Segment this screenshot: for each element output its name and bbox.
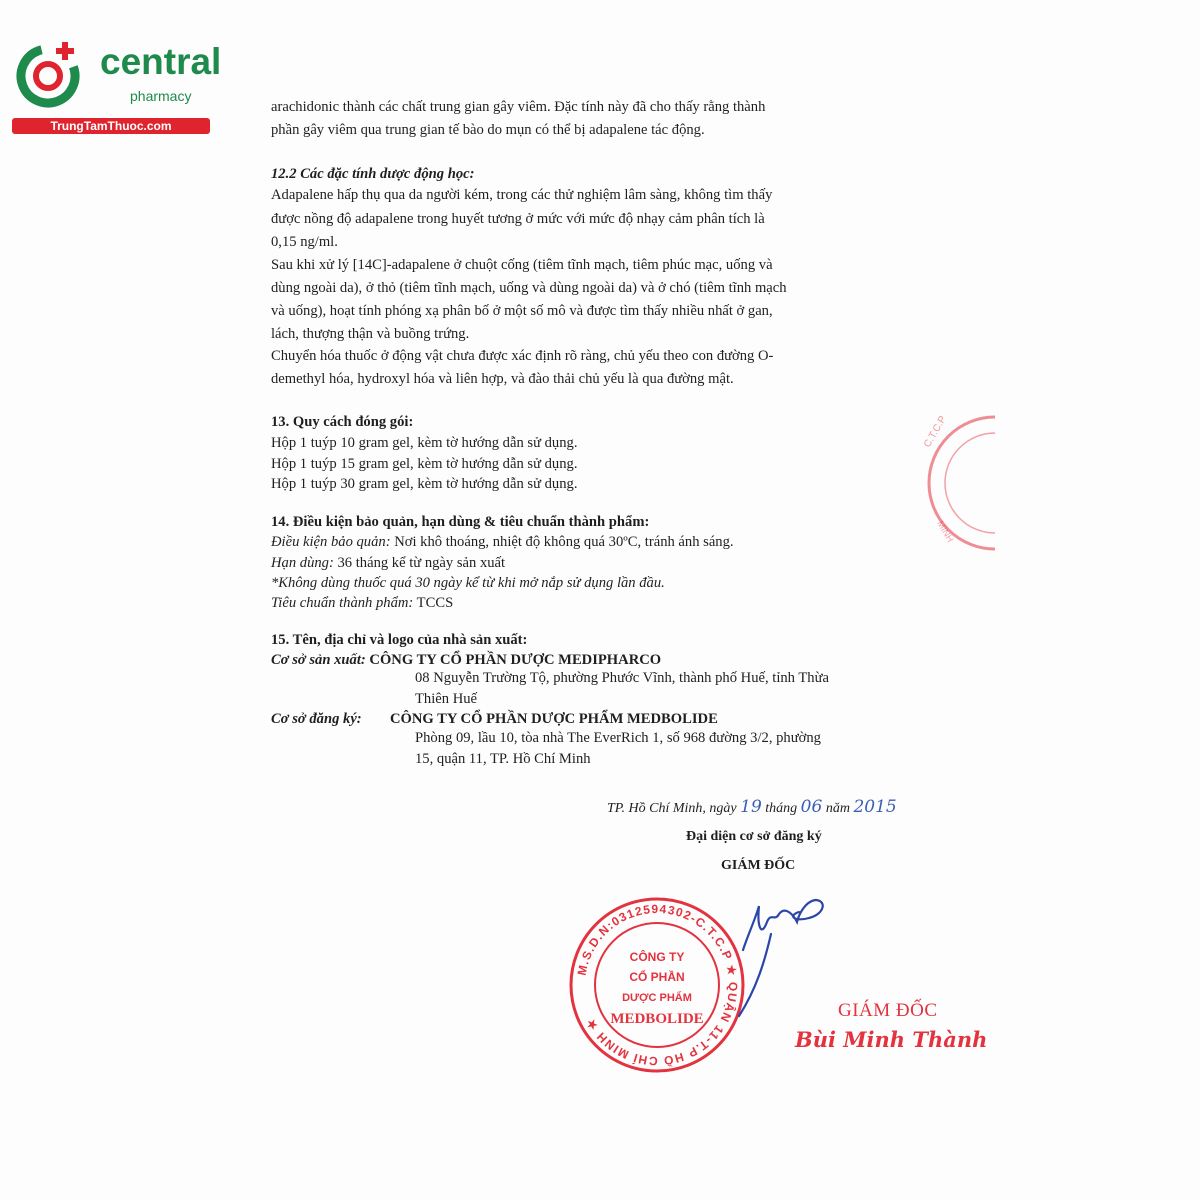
section-13-heading: 13. Quy cách đóng gói: (271, 414, 414, 430)
stamp-line-2: CỔ PHẦN (629, 970, 685, 984)
manufacturer-address: 08 Nguyễn Trường Tộ, phường Phước Vĩnh, thành phố Huế, tỉnh Thừa (415, 670, 829, 686)
packaging-line: Hộp 1 tuýp 15 gram gel, kèm tờ hướng dẫn sử dụng. (271, 456, 578, 472)
stamp-director-title: GIÁM ĐỐC (838, 1000, 938, 1021)
section-15-heading: 15. Tên, địa chỉ và logo của nhà sản xuất: (271, 632, 528, 648)
registrant-name: CÔNG TY CỔ PHẦN DƯỢC PHẨM MEDBOLIDE (390, 711, 718, 727)
expiry-line (271, 552, 505, 574)
stamp-ring-text: M.S.D.N:0312594302-C.T.C.P ★ QUẬN 11-T.P HỒ CHÍ MINH ★ (574, 901, 741, 1069)
standard-line (271, 592, 453, 614)
stamp-director-name: Bùi Minh Thành (795, 1027, 988, 1052)
paragraph-line: Sau khi xử lý [14C]-adapalene ở chuột cống (tiêm tĩnh mạch, tiêm phúc mạc, uống và (271, 257, 773, 273)
partial-stamp-graphic (915, 408, 995, 558)
paragraph-line: dùng ngoài da), ở thỏ (tiêm tĩnh mạch, uống và dùng ngoài da) và ở chó (tiêm tĩnh mạch (271, 280, 787, 296)
director-title: GIÁM ĐỐC (721, 858, 796, 873)
usage-note: *Không dùng thuốc quá 30 ngày kể từ khi mở nắp sử dụng lần đầu. (271, 575, 665, 591)
section-12-2-heading: 12.2 Các đặc tính dược động học: (271, 166, 475, 182)
section-14-heading: 14. Điều kiện bảo quản, hạn dùng & tiêu chuẩn thành phẩm: (271, 514, 650, 530)
date-month: 06 (800, 797, 823, 817)
paragraph-line: Chuyển hóa thuốc ở động vật chưa được xác định rõ ràng, chủ yếu theo con đường O- (271, 348, 774, 364)
svg-text:MINH: MINH (935, 519, 956, 544)
packaging-line: Hộp 1 tuýp 10 gram gel, kèm tờ hướng dẫn sử dụng. (271, 435, 578, 451)
logo-sub-text: pharmacy (130, 88, 192, 104)
handwritten-signature (735, 892, 835, 1022)
packaging-line: Hộp 1 tuýp 30 gram gel, kèm tờ hướng dẫn sử dụng. (271, 476, 578, 492)
paragraph-line: 0,15 ng/ml. (271, 234, 338, 250)
registrant-label: Cơ sở đăng ký: (271, 711, 362, 727)
company-stamp-graphic (567, 895, 747, 1075)
date-year-word: năm (822, 801, 854, 816)
standard-value: TCCS (413, 595, 454, 611)
logo-brand-text: central (100, 41, 222, 82)
paragraph-line: lách, thượng thận và buồng trứng. (271, 326, 470, 342)
intro-line: arachidonic thành các chất trung gian gây viêm. Đặc tính này đã cho thấy rằng thành (271, 99, 766, 115)
stamp-line-1: CÔNG TY (629, 950, 685, 964)
date-prefix: TP. Hồ Chí Minh, ngày (607, 801, 741, 816)
signing-date (607, 796, 897, 820)
date-day: 19 (740, 797, 762, 817)
logo-url-banner[interactable]: TrungTamThuoc.com (12, 118, 210, 134)
expiry-value: 36 tháng kể từ ngày sản xuất (333, 555, 506, 571)
paragraph-line: được nồng độ adapalene trong huyết tương ở mức với mức độ nhạy cảm phân tích là (271, 211, 765, 227)
expiry-label: Hạn dùng: (271, 555, 334, 571)
date-month-word: tháng (761, 801, 801, 816)
storage-value: Nơi khô thoáng, nhiệt độ không quá 30ºC, tránh ánh sáng. (390, 534, 734, 550)
date-year: 2015 (853, 797, 897, 817)
registrant-line (271, 708, 362, 730)
paragraph-line: và uống), hoạt tính phóng xạ phân bố ở một số mô và được tìm thấy nhiều nhất ở gan, (271, 303, 773, 319)
paragraph-line: Adapalene hấp thụ qua da người kém, trong các thử nghiệm lâm sàng, không tìm thấy (271, 187, 773, 203)
stamp-line-3: DƯỢC PHẨM (622, 992, 692, 1004)
svg-text:M.S.D.N:0312594302-C.T.C.P ★ Q (575, 902, 741, 1069)
manufacturer-name: CÔNG TY CỔ PHẦN DƯỢC MEDIPHARCO (365, 652, 662, 668)
registrant-address: 15, quận 11, TP. Hồ Chí Minh (415, 751, 591, 767)
storage-line (271, 531, 734, 553)
central-pharmacy-logo-icon (12, 38, 92, 108)
central-pharmacy-logo[interactable] (12, 38, 222, 138)
stamp-line-4: MEDBOLIDE (610, 1011, 704, 1027)
registrant-representative: Đại diện cơ sở đăng ký (686, 829, 822, 844)
storage-label: Điều kiện bảo quản: (271, 534, 391, 550)
manufacturer-label: Cơ sở sản xuất: (271, 652, 366, 668)
paragraph-line: demethyl hóa, hydroxyl hóa và liên hợp, và đào thải chủ yếu là qua đường mật. (271, 371, 734, 387)
intro-line: phần gây viêm qua trung gian tế bào do mụn có thể bị adapalene tác động. (271, 122, 705, 138)
svg-text:C.T.C.P: C.T.C.P (922, 414, 949, 450)
standard-label: Tiêu chuẩn thành phẩm: (271, 595, 414, 611)
registrant-address: Phòng 09, lầu 10, tòa nhà The EverRich 1, số 968 đường 3/2, phường (415, 730, 821, 746)
manufacturer-address: Thiên Huế (415, 691, 478, 707)
